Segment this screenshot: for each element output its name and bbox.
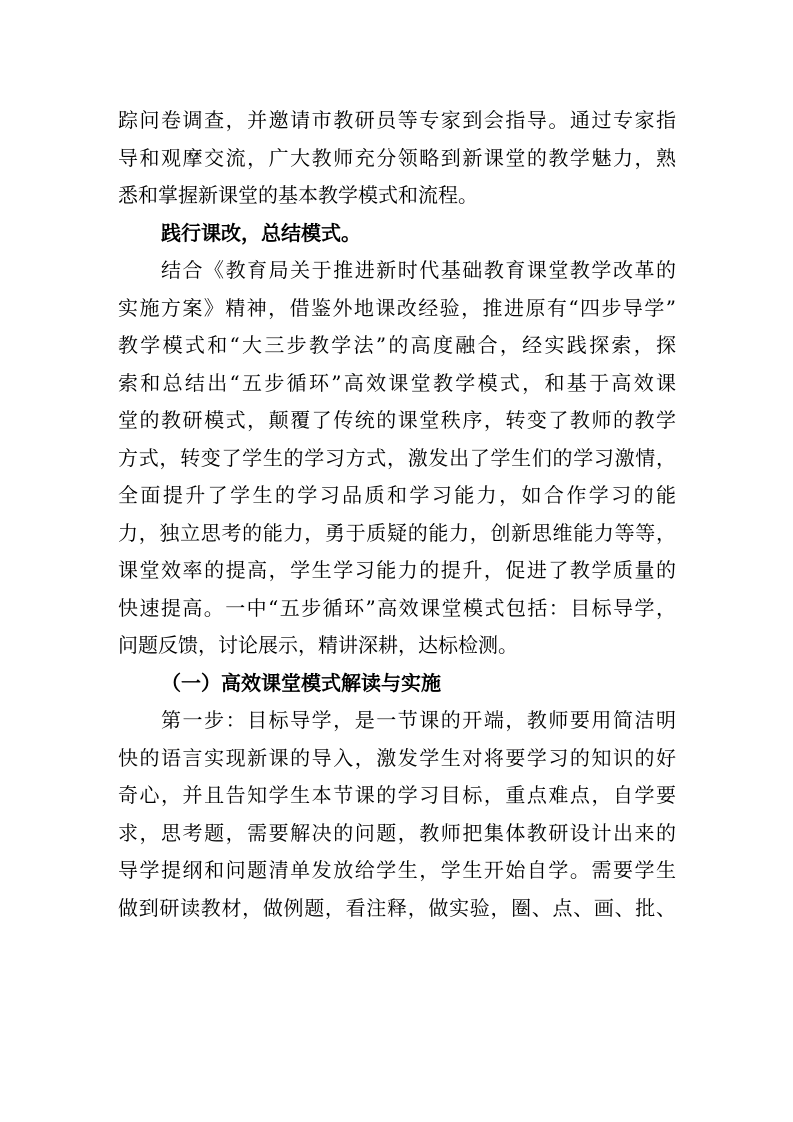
document-body [118,102,676,927]
paragraph-start: 结合《教育局关于推进新时代基础教育课堂教学改革的 [161,258,676,282]
text-line: 快速提高。一中“五步循环”高效课堂模式包括：目标导学， [118,595,676,620]
text-line: 力，独立思考的能力，勇于质疑的能力，创新思维能力等等， [118,520,676,545]
text-line: 全面提升了学生的学习品质和学习能力，如合作学习的能 [118,483,676,507]
text-line: 悉和掌握新课堂的基本教学模式和流程。 [118,183,478,207]
text-line: 快的语言实现新课的导入，激发学生对将要学习的知识的好 [118,745,676,770]
text-line: 导学提纲和问题清单发放给学生，学生开始自学。需要学生 [118,858,676,882]
text-line: 导和观摩交流，广大教师充分领略到新课堂的教学魅力，熟 [118,145,676,170]
text-line: 教学模式和“大三步教学法”的高度融合，经实践探索，探 [118,333,676,357]
text-line: 堂的教研模式，颠覆了传统的课堂秩序，转变了教师的教学 [118,408,676,432]
text-line: 奇心，并且告知学生本节课的学习目标，重点难点，自学要 [118,783,676,807]
paragraph-start: 第一步：目标导学，是一节课的开端，教师要用简洁明 [161,708,676,732]
text-line: 方式，转变了学生的学习方式，激发出了学生们的学习激情， [118,445,676,470]
text-line: 索和总结出“五步循环”高效课堂教学模式，和基于高效课 [118,370,676,395]
text-line: 求，思考题，需要解决的问题，教师把集体教研设计出来的 [118,820,676,845]
text-line: 实施方案》精神，借鉴外地课改经验，推进原有“四步导学” [118,295,676,320]
text-line: 做到研读教材，做例题，看注释，做实验，圈、点、画、批、 [118,895,676,920]
section-heading: 践行课改，总结模式。 [161,220,361,245]
text-line: 课堂效率的提高，学生学习能力的提升，促进了教学质量的 [118,558,676,582]
text-line: 问题反馈，讨论展示，精讲深耕，达标检测。 [118,633,518,657]
subsection-heading: （一）高效课堂模式解读与实施 [161,670,441,695]
text-line: 踪问卷调查，并邀请市教研员等专家到会指导。通过专家指 [118,108,676,132]
